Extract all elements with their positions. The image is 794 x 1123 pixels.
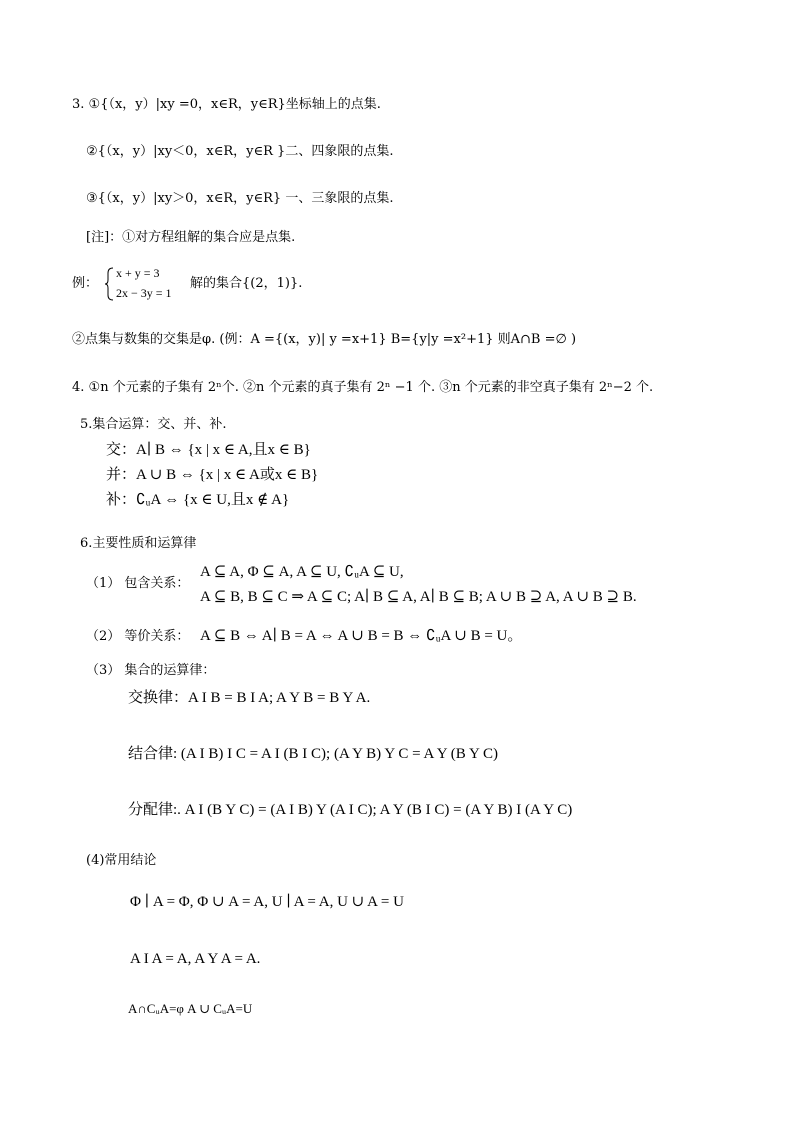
system-brace — [104, 267, 114, 301]
subset-counts: 4. ①n 个元素的子集有 2ⁿ个. ②n 个元素的真子集有 2ⁿ −1 个. ③n 个元素的非空真子集有 2ⁿ−2 个. — [72, 380, 654, 395]
point-set-axes: 3. ①{（x，y）|xy =0，x∈R，y∈R}坐标轴上的点集. — [72, 97, 381, 112]
common-result-2: A I A = A, A Y A = A. — [130, 951, 261, 967]
commutative-law: 交换律：A I B = B I A; A Y B = B Y A. — [128, 690, 371, 706]
inclusion-formula-1: A ⊆ A, Φ ⊆ A, A ⊆ U, ∁ᵤA ⊆ U, — [200, 564, 404, 580]
distributive-law: 分配律:. A I (B Y C) = (A I B) Y (A I C); A Y (B I C) = (A Y B) I (A Y C) — [128, 802, 573, 818]
union-definition: 并：A ∪ B ⇔ {x | x ∈ A或x ∈ B} — [106, 467, 319, 483]
inclusion-label: （1） 包含关系： — [86, 576, 190, 591]
system-equation-2: 2x − 3y = 1 — [116, 286, 172, 300]
point-number-intersection: ②点集与数集的交集是φ. (例：A ={(x，y)| y =x+1} B={y|y =x²+1} 则A∩B =∅ ) — [72, 332, 577, 347]
example-result: 解的集合{(2，1)}. — [190, 276, 303, 291]
common-result-3: A∩CᵤA=φ A ∪ CᵤA=U — [128, 1001, 253, 1016]
operation-laws-label: （3） 集合的运算律： — [86, 663, 216, 678]
intersection-definition: 交：A∣ B ⇔ {x | x ∈ A,且x ∈ B} — [106, 442, 311, 458]
system-equation-1: x + y = 3 — [116, 266, 160, 280]
equivalence-formula: A ⊆ B ⇔ A∣ B = A ⇔ A ∪ B = B ⇔ ∁ᵤA ∪ B = U。 — [200, 628, 523, 644]
associative-law: 结合律: (A I B) I C = A I (B I C); (A Y B) Y C = A Y (B Y C) — [128, 746, 498, 762]
point-set-quadrants-1-3: ③{（x，y）|xy＞0，x∈R，y∈R} 一、三象限的点集. — [86, 191, 394, 206]
set-operations-title: 5.集合运算：交、并、补. — [80, 417, 227, 432]
point-set-quadrants-2-4: ②{（x，y）|xy＜0，x∈R，y∈R }二、四象限的点集. — [86, 144, 394, 159]
equivalence-label: （2） 等价关系： — [86, 629, 190, 644]
common-results-title: (4)常用结论 — [86, 853, 157, 868]
complement-definition: 补：∁ᵤA ⇔ {x ∈ U,且x ∉ A} — [106, 492, 290, 508]
inclusion-formula-2: A ⊆ B, B ⊆ C ⇒ A ⊆ C; A∣ B ⊆ A, A∣ B ⊆ B; A ∪ B ⊇ A, A ∪ B ⊇ B. — [200, 589, 637, 605]
example-label: 例： — [72, 276, 99, 291]
note-equation-set: [注]：①对方程组解的集合应是点集. — [86, 230, 296, 245]
common-result-1: Φ ∣ A = Φ, Φ ∪ A = A, U ∣ A = A, U ∪ A = U — [130, 894, 404, 910]
properties-title: 6.主要性质和运算律 — [80, 536, 197, 551]
